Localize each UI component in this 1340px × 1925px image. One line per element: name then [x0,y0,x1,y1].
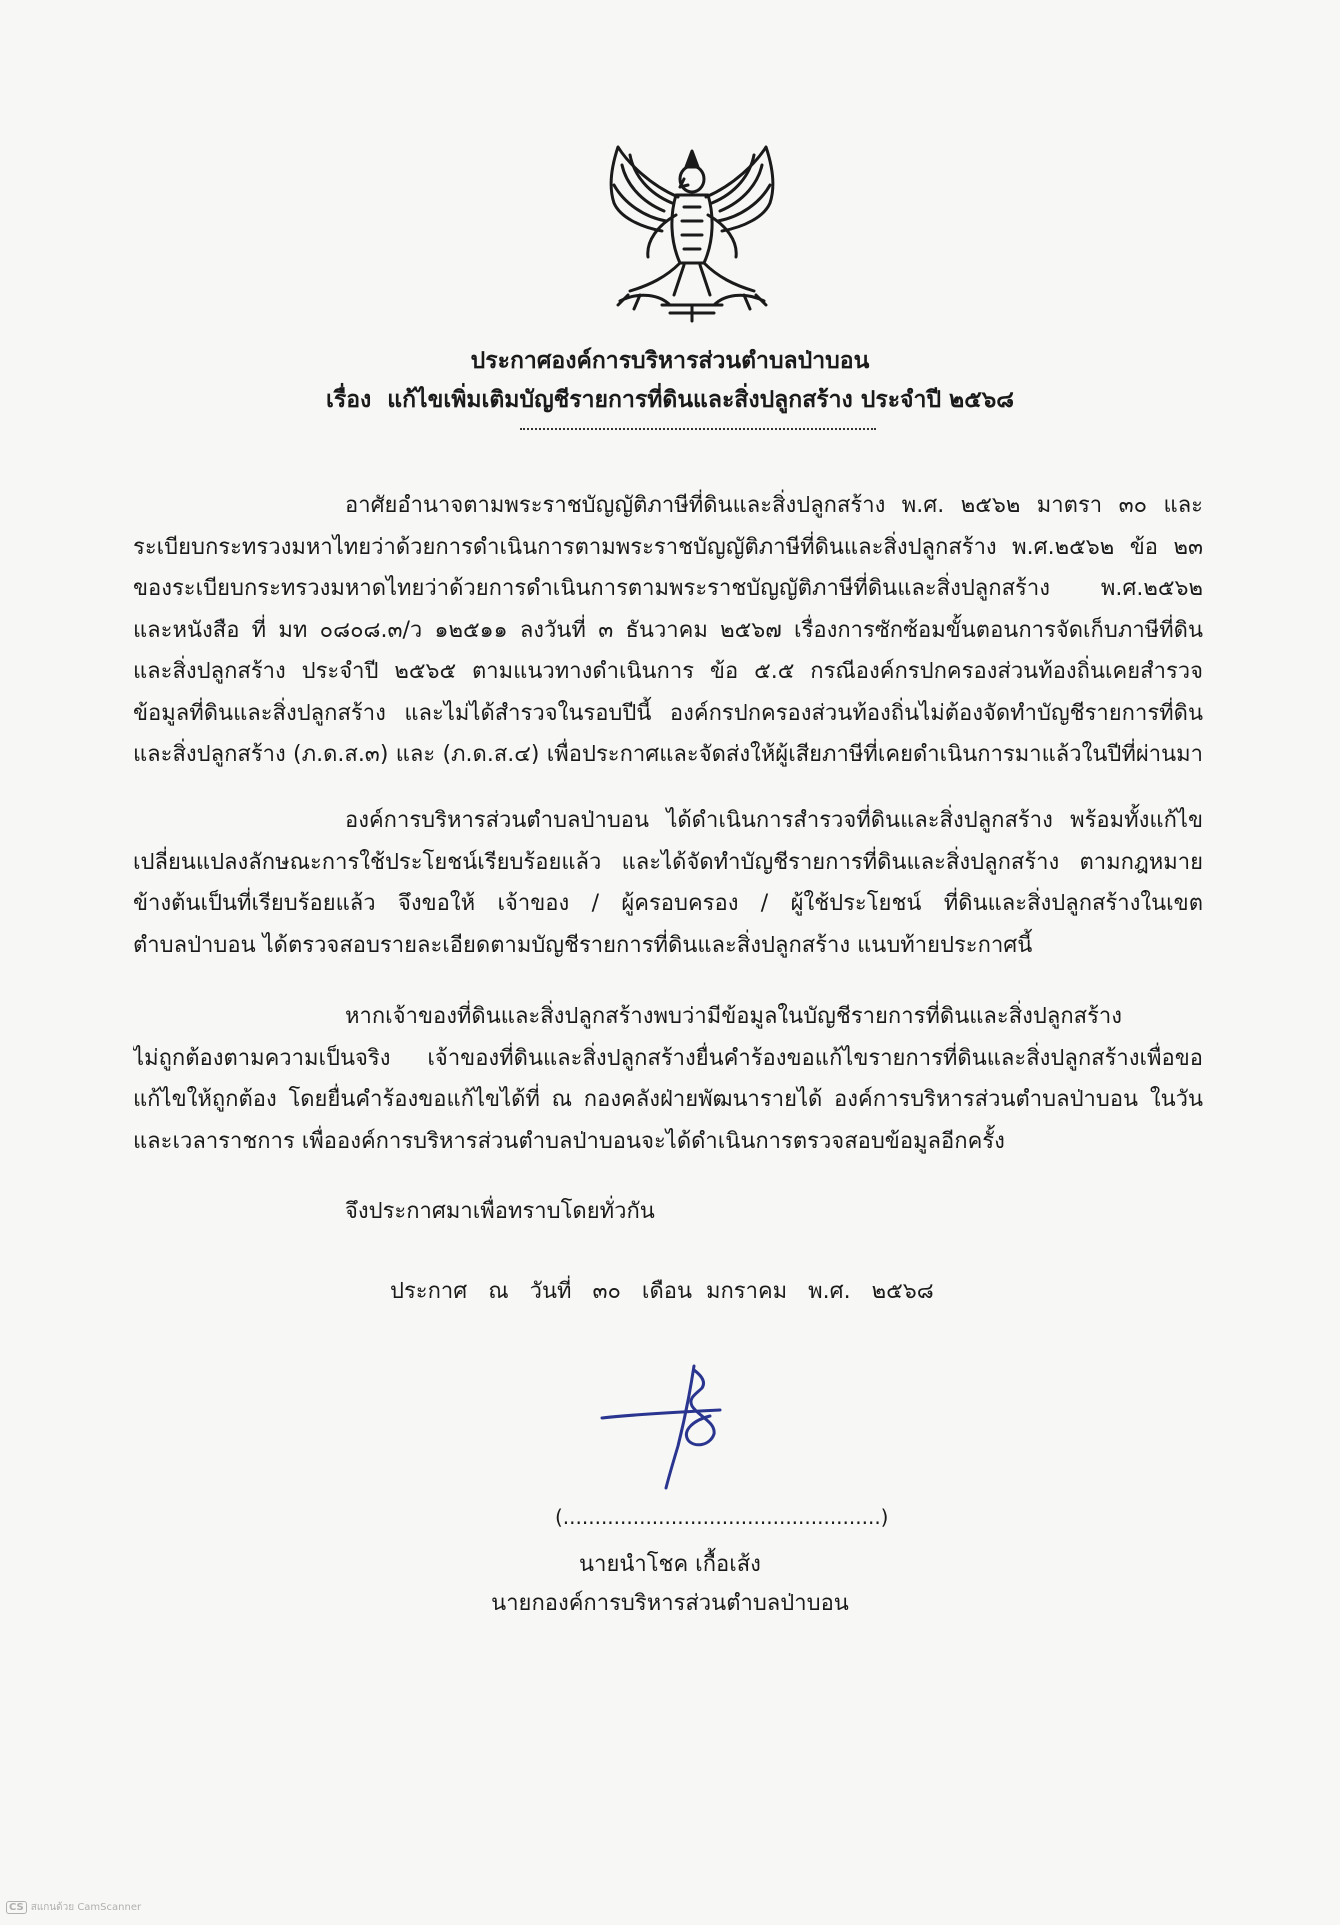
paragraph-line: ระเบียบกระทรวงมหาไทยว่าด้วยการดำเนินการตามพระราชบัญญัติภาษีที่ดินและสิ่งปลูกสร้าง พ.ศ.๒๕๖๒ ข้อ ๒๓ [133,534,1203,560]
paragraph-line: เปลี่ยนแปลงลักษณะการใช้ประโยชน์เรียบร้อยแล้ว และได้จัดทำบัญชีรายการที่ดินและสิ่งปลูกสร้าง ตามกฎหมาย [133,849,1203,875]
paragraph-line: ตำบลป่าบอน ได้ตรวจสอบรายละเอียดตามบัญชีรายการที่ดินและสิ่งปลูกสร้าง แนบท้ายประกาศนี้ [133,932,1033,958]
paragraph-survey [133,800,1203,966]
dotted-separator [520,428,876,430]
signer-position: นายกองค์การบริหารส่วนตำบลป่าบอน [491,1591,849,1616]
paragraph-line: อาศัยอำนาจตามพระราชบัญญัติภาษีที่ดินและสิ่งปลูกสร้าง พ.ศ. ๒๕๖๒ มาตรา ๓๐ และ [345,493,1203,518]
paragraph-line: องค์การบริหารส่วนตำบลป่าบอน ได้ดำเนินการสำรวจที่ดินและสิ่งปลูกสร้าง พร้อมทั้งแก้ไข [345,808,1203,833]
paragraph-line: ข้อมูลที่ดินและสิ่งปลูกสร้าง และไม่ได้สำรวจในรอบปีนี้ องค์กรปกครองส่วนท้องถิ่นไม่ต้องจัดทำบัญชีรายการที่ดิน [133,700,1203,726]
announce-statement: จึงประกาศมาเพื่อทราบโดยทั่วกัน [345,1199,655,1224]
scanner-app-label: สแกนด้วย CamScanner [30,1902,142,1913]
announcement-title: ประกาศองค์การบริหารส่วนตำบลป่าบอน [470,348,870,374]
paragraph-line: หากเจ้าของที่ดินและสิ่งปลูกสร้างพบว่ามีข้อมูลในบัญชีรายการที่ดินและสิ่งปลูกสร้าง [345,1004,1122,1029]
paragraph-line: แก้ไขให้ถูกต้อง โดยยื่นคำร้องขอแก้ไขได้ที่ ณ กองคลังฝ่ายพัฒนารายได้ องค์การบริหารส่วนตำบลป่าบอน ในวัน [133,1087,1203,1112]
paragraph-authority [133,485,1203,776]
scanner-watermark [6,1900,141,1915]
paragraph-line: ของระเบียบกระทรวงมหาดไทยว่าด้วยการดำเนินการตามพระราชบัญญัติภาษีที่ดินและสิ่งปลูกสร้าง พ.ศ.๒๕๖๒ [133,576,1203,601]
handwritten-signature [598,1362,773,1492]
signer-name: นายนำโชค เกื้อเส้ง [579,1552,761,1577]
paragraph-line: และสิ่งปลูกสร้าง ประจำปี ๒๕๖๕ ตามแนวทางดำเนินการ ข้อ ๕.๕ กรณีองค์กรปกครองส่วนท้องถิ่นเคยสำรวจ [133,659,1203,684]
paragraph-line: ไม่ถูกต้องตามความเป็นจริง เจ้าของที่ดินและสิ่งปลูกสร้างยื่นคำร้องขอแก้ไขรายการที่ดินและสิ่งปลูกสร้างเพื่อขอ [133,1045,1203,1071]
paragraph-line: และสิ่งปลูกสร้าง (ภ.ด.ส.๓) และ (ภ.ด.ส.๔) เพื่อประกาศและจัดส่งให้ผู้เสียภาษีที่เคยดำเนินการมาแล้วในปีที่ผ่านมา [133,742,1203,767]
garuda-emblem [600,145,785,323]
paragraph-correction [133,996,1203,1162]
paragraph-line: และหนังสือ ที่ มท ๐๘๐๘.๓/ว ๑๒๕๑๑ ลงวันที่ ๓ ธันวาคม ๒๕๖๗ เรื่องการซักซ้อมขั้นตอนการจัดเก็บภาษีที่ดิน [133,617,1203,643]
paragraph-line: และเวลาราชการ เพื่อองค์การบริหารส่วนตำบลป่าบอนจะได้ดำเนินการตรวจสอบข้อมูลอีกครั้ง [133,1128,1005,1154]
announcement-subject: เรื่อง แก้ไขเพิ่มเติมบัญชีรายการที่ดินและสิ่งปลูกสร้าง ประจำปี ๒๕๖๘ [326,387,1014,413]
signature-blank-line: (..................................................) [555,1505,889,1529]
announcement-date: ประกาศ ณ วันที่ ๓๐ เดือน มกราคม พ.ศ. ๒๕๖๘ [390,1279,934,1304]
paragraph-line: ข้างต้นเป็นที่เรียบร้อยแล้ว จึงขอให้ เจ้าของ / ผู้ครอบครอง / ผู้ใช้ประโยชน์ ที่ดินและสิ่งปลูกสร้างในเขต [133,891,1203,916]
camscanner-logo-icon: CS [6,1901,27,1914]
